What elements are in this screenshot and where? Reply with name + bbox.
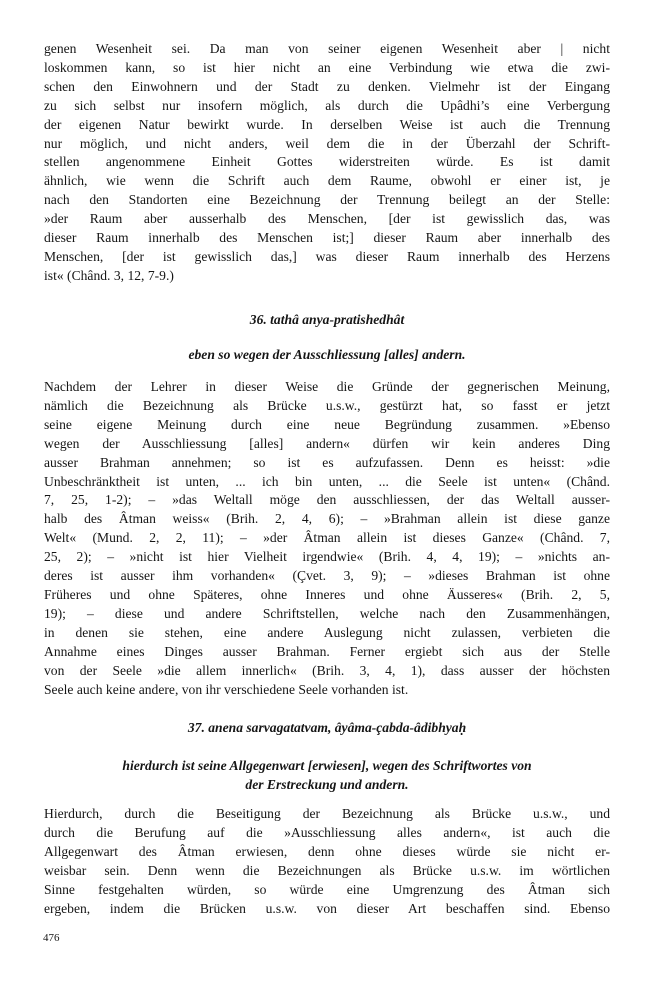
text-line: nur möglich, und nicht anders, weil dem die in der Überzahl der Schrift- [44, 135, 610, 151]
sutra-37-translation [44, 756, 610, 794]
text-line: ergeben, indem die Brücken u.s.w. von dieser Art beschaffen sind. Ebenso [44, 900, 610, 916]
text-line: loskommen kann, so ist hier nicht an eine Verbindung wie etwa die zwi- [44, 59, 610, 75]
text-line: ähnlich, wie wenn die Schrift auch dem Raume, obwohl er einer ist, je [44, 173, 610, 189]
text-line: ist« (Chând. 3, 12, 7-9.) [44, 267, 174, 283]
paragraph-continuation [44, 40, 610, 286]
text-line: weisbar sein. Denn wenn die Bezeichnungen als Brücke u.s.w. im wörtlichen [44, 862, 610, 878]
text-line: schen den Einwohnern und der Stadt zu denken. Vielmehr ist der Eingang [44, 78, 610, 94]
text-line: von der Seele »die allem innerlich« (Brih. 3, 4, 1), dass ausser der höchsten [44, 662, 610, 678]
text-line: Unbeschränktheit ist unten, ... ich bin unten, ... die Seele ist unten« (Chând. [44, 473, 610, 489]
text-line: genen Wesenheit sei. Da man von seiner eigenen Wesenheit aber | nicht [44, 41, 610, 56]
commentary-sutra-36 [44, 378, 610, 699]
text-line: Welt« (Mund. 2, 2, 11); – »der Âtman allein ist dieses Ganze« (Chând. 7, [44, 530, 610, 546]
text-line: Annahme eines Dinges ausser Brahman. Ferner ergiebt sich aus der Stelle [44, 643, 610, 659]
text-line: seine eigene Meinung durch eine neue Begründung zusammen. »Ebenso [44, 416, 610, 432]
text-line: durch die Berufung auf die »Ausschliessung alles andern«, ist auch die [44, 824, 610, 840]
text-line: nämlich die Bezeichnung als Brücke u.s.w., gestürzt hat, so fasst er jetzt [44, 397, 610, 413]
text-line: Menschen, [der ist gewisslich das,] was dieser Raum innerhalb des Herzens [44, 248, 610, 264]
text-line: Seele auch keine andere, von ihr verschiedene Seele vorhanden ist. [44, 681, 409, 697]
paragraph-2 [44, 378, 610, 699]
text-line: 7, 25, 1-2); – »das Weltall möge den ausschliessen, der das Weltall ausser- [44, 492, 610, 508]
sutra-37-title: 37. anena sarvagatatvam, âyâma-çabda-âdibhyaḥ [187, 720, 467, 735]
text-line: wegen der Ausschliessung [alles] andern« dürfen wir kein anderes Ding [44, 435, 610, 451]
text-line: in denen sie stehen, eine andere Auslegung nicht zulassen, verbieten die [44, 624, 610, 640]
text-line: »der Raum aber ausserhalb des Menschen, [der ist gewisslich das, was [44, 211, 610, 227]
text-line: Hierdurch, durch die Beseitigung der Bezeichnung als Brücke u.s.w., und [44, 806, 610, 821]
text-line: 19); – diese und andere Schriftstellen, welche nach den Zusammenhängen, [44, 605, 610, 621]
text-line: ausser Brahman annehmen; so ist es aufzufassen. Denn es heisst: »die [44, 454, 610, 470]
text-line: der eigenen Natur bewirkt wurde. In derselben Weise ist auch die Trennung [44, 116, 610, 132]
commentary-sutra-37 [44, 805, 610, 918]
text-line: Früheres und ohne Späteres, ohne Inneres und ohne Äusseres« (Brih. 2, 5, [44, 586, 610, 602]
text-line: Allgegenwart des Âtman erwiesen, denn ohne dieses würde sie nicht er- [44, 843, 610, 859]
text-line: 25, 2); – »nicht ist hier Vielheit irgendwie« (Brih. 4, 4, 19); – »nichts an- [44, 549, 610, 565]
page-number: 476 [43, 932, 60, 944]
text-line: zu sich selbst nur insofern möglich, als durch die Upâdhi’s eine Verbergung [44, 97, 610, 113]
translation-line: hierdurch ist seine Allgegenwart [erwiesen], wegen des Schriftwortes von [122, 758, 532, 773]
sutra-36-title: 36. tathâ anya-pratishedhât [249, 312, 405, 327]
paragraph-3 [44, 805, 610, 918]
paragraph-1 [44, 40, 610, 286]
sutra-36-translation: eben so wegen der Ausschliessung [alles] andern. [188, 347, 466, 362]
translation-line: der Erstreckung und andern. [245, 777, 409, 792]
text-line: deres ist ausser ihm vorhanden« (Çvet. 3, 9); – »dieses Brahman ist ohne [44, 568, 610, 584]
text-line: nach den Standorten eine Bezeichnung der Trennung beilegt an der Stelle: [44, 192, 610, 208]
text-line: halb des Âtman weiss« (Brih. 2, 4, 6); – »Brahman allein ist diese ganze [44, 511, 610, 527]
text-line: Nachdem der Lehrer in dieser Weise die Gründe der gegnerischen Meinung, [44, 379, 610, 394]
text-line: stellen angenommene Einheit Gottes widerstreiten würde. Es ist damit [44, 154, 610, 170]
text-line: dieser Raum innerhalb des Menschen ist;] dieser Raum aber innerhalb des [44, 230, 610, 246]
text-line: Sinne festgehalten würden, so würde eine Umgrenzung des Âtman sich [44, 881, 610, 897]
